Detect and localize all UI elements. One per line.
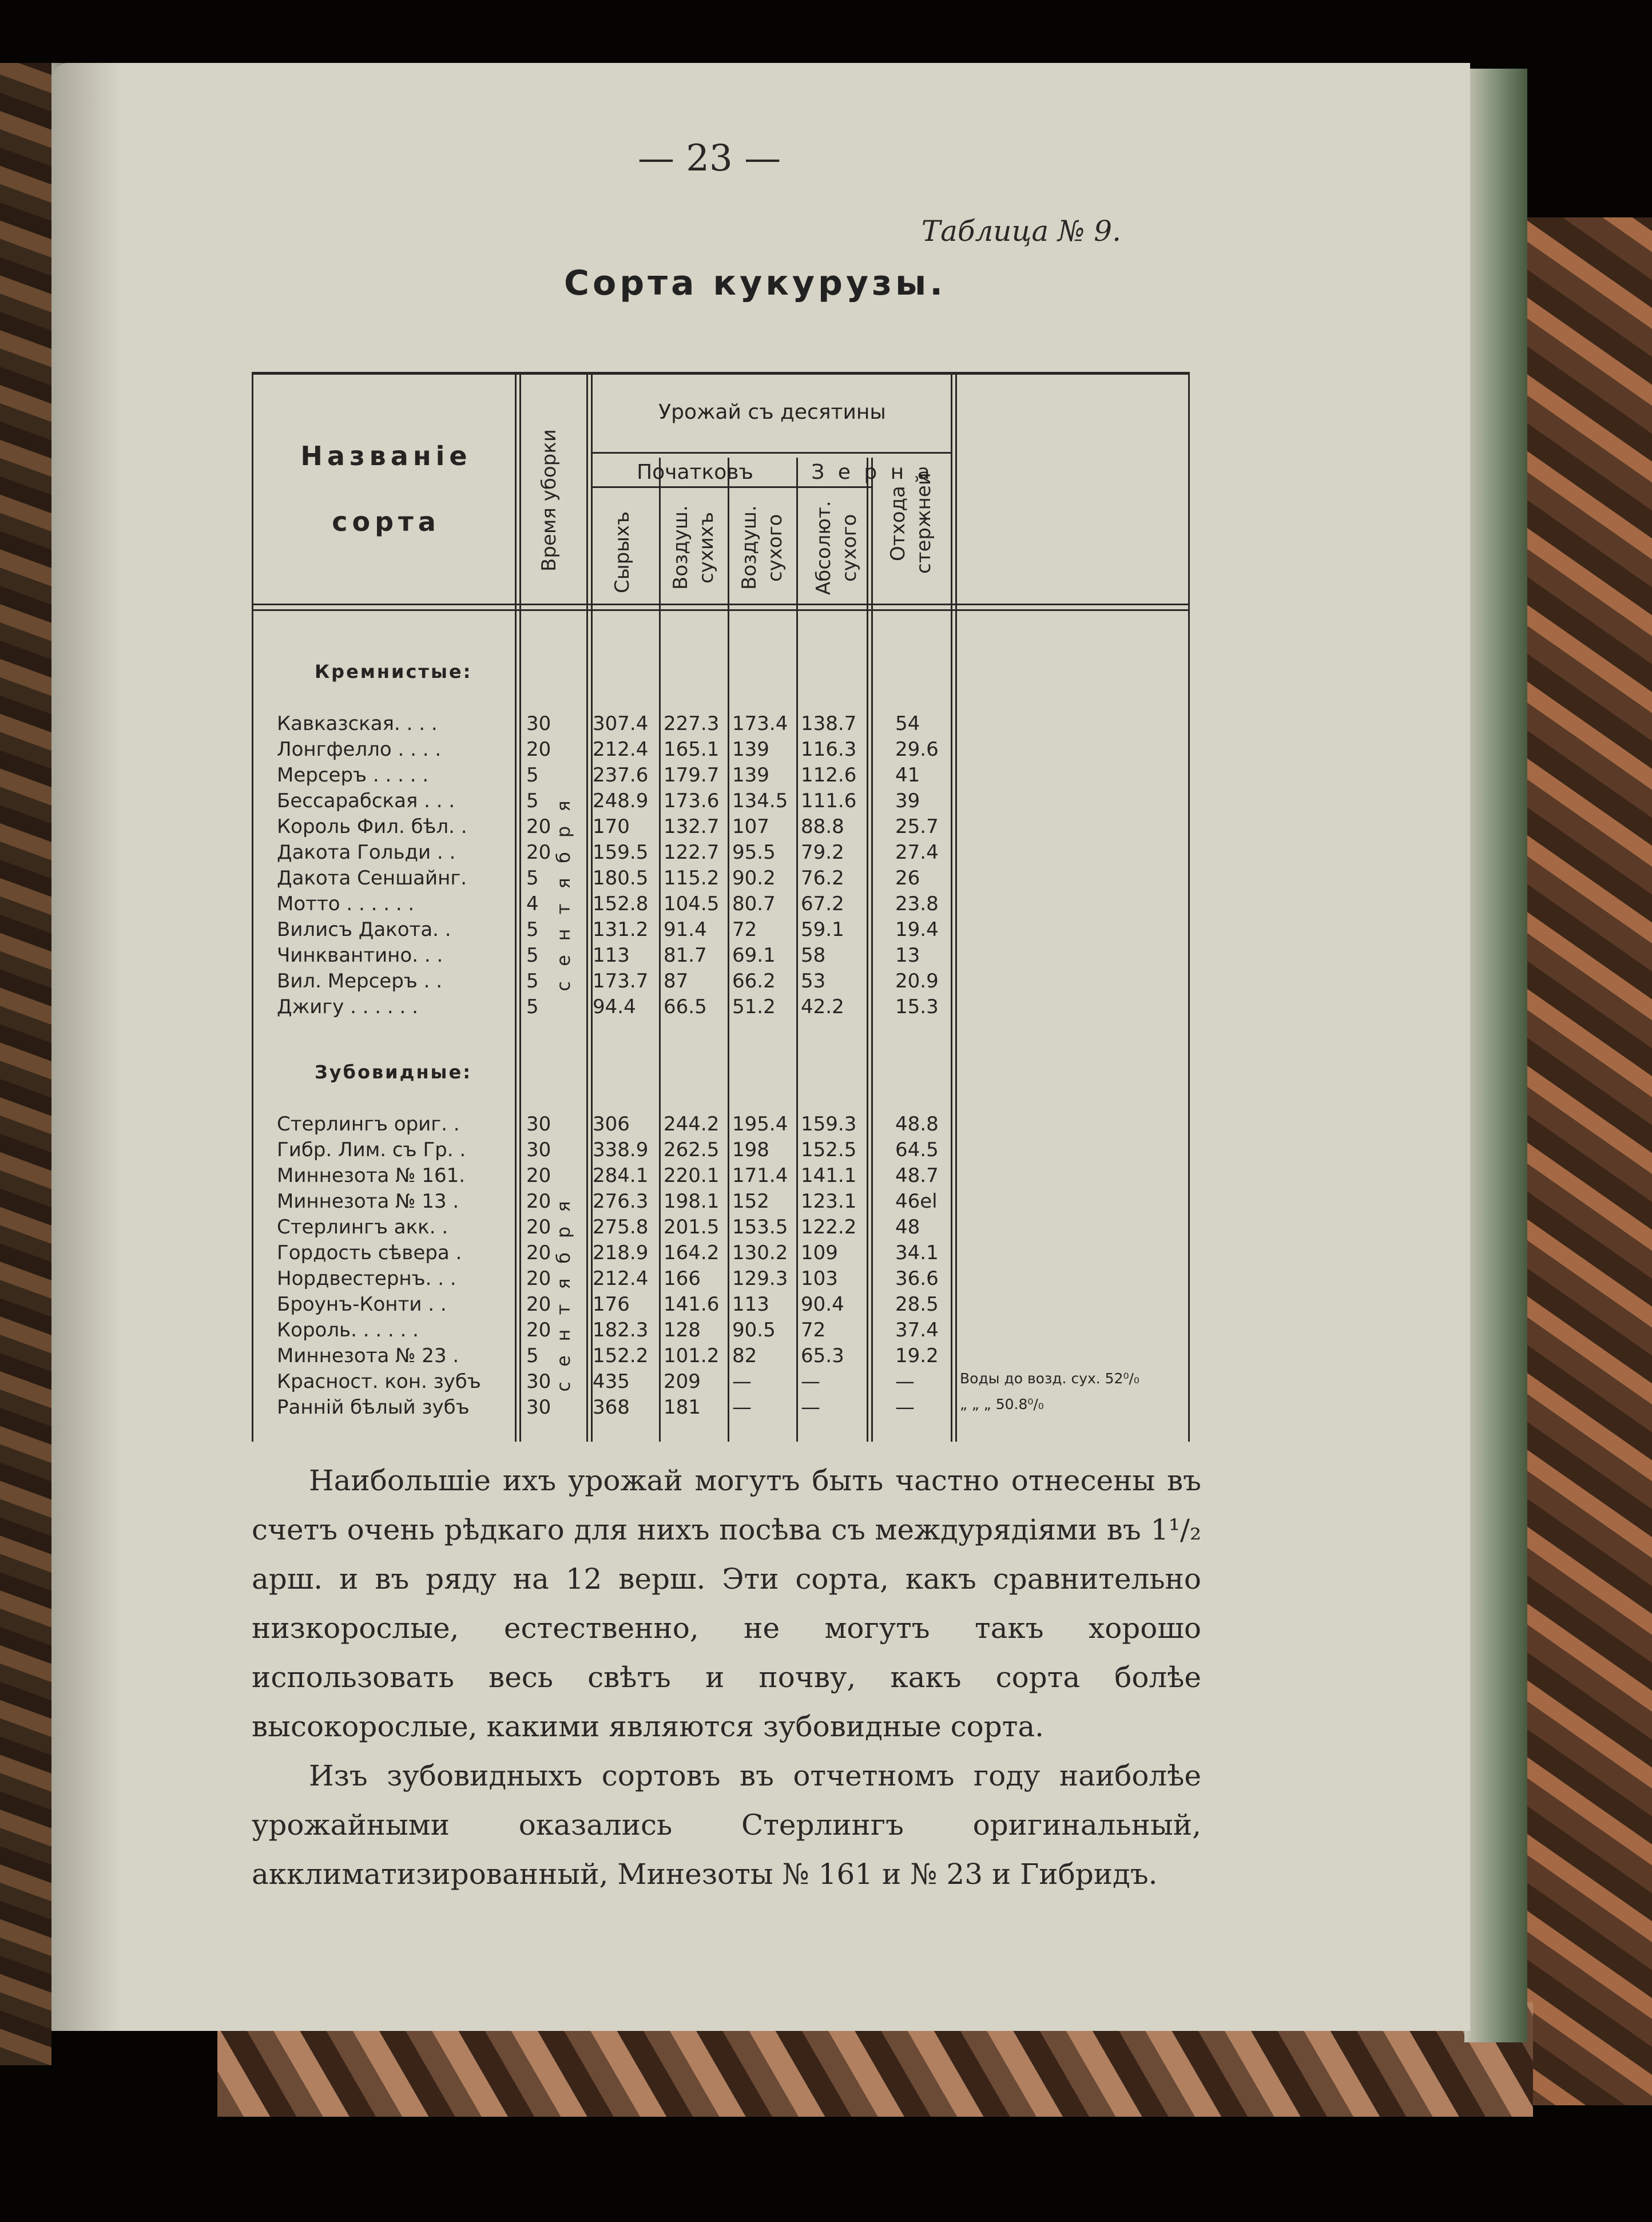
variety-name: Гибр. Лим. съ Гр. . xyxy=(277,1138,466,1161)
cobs-air-dried: 122.7 xyxy=(664,841,720,864)
grain-absolute-dry: 65.3 xyxy=(801,1344,844,1367)
cobs-raw: 176 xyxy=(593,1293,630,1316)
stalk-waste: 48 xyxy=(895,1216,920,1239)
variety-name: Миннезота № 13 . xyxy=(277,1190,459,1213)
variety-name: Дакота Гольди . . xyxy=(277,841,456,864)
cobs-raw: 182.3 xyxy=(593,1319,649,1342)
harvest-day: 20 xyxy=(526,1319,551,1342)
stalk-waste: 37.4 xyxy=(895,1319,939,1342)
variety-name: Нордвестернъ. . . xyxy=(277,1267,456,1290)
table-row xyxy=(252,1267,1190,1293)
harvest-day: 20 xyxy=(526,815,551,838)
cobs-air-dried: 181 xyxy=(664,1396,701,1419)
table-row xyxy=(252,815,1190,841)
variety-name: Красност. кон. зубъ xyxy=(277,1370,481,1393)
header-air-1: Воздуш. xyxy=(669,505,692,590)
variety-name: Бессарабская . . . xyxy=(277,789,455,812)
grain-absolute-dry: 103 xyxy=(801,1267,838,1290)
table-row xyxy=(252,1138,1190,1164)
harvest-day: 5 xyxy=(526,995,539,1018)
header-gair-2: сухого xyxy=(764,514,787,582)
variety-name: Король Фил. бѣл. . xyxy=(277,815,467,838)
grain-air-dried: 69.1 xyxy=(732,944,776,967)
variety-name: Гордость сѣвера . xyxy=(277,1241,462,1264)
grain-air-dried: 66.2 xyxy=(732,970,776,993)
grain-absolute-dry: — xyxy=(801,1370,820,1393)
grain-absolute-dry: 138.7 xyxy=(801,712,857,735)
harvest-day: 30 xyxy=(526,1370,551,1393)
grain-air-dried: 72 xyxy=(732,918,757,941)
harvest-day: 30 xyxy=(526,1138,551,1161)
header-rule-2 xyxy=(252,609,1190,611)
row-note: „ „ „ 50.8⁰/₀ xyxy=(960,1396,1044,1412)
table-row xyxy=(252,1396,1190,1422)
stalk-waste: 64.5 xyxy=(895,1138,939,1161)
cobs-air-dried: 173.6 xyxy=(664,789,720,812)
grain-absolute-dry: 79.2 xyxy=(801,841,844,864)
cobs-air-dried: 115.2 xyxy=(664,867,720,890)
header-cob-2: стержней xyxy=(912,473,935,574)
body-text xyxy=(252,1456,1201,1899)
grain-absolute-dry: 112.6 xyxy=(801,764,857,787)
variety-name: Стерлингъ ориг. . xyxy=(277,1113,460,1136)
table-row xyxy=(252,892,1190,918)
grain-absolute-dry: 111.6 xyxy=(801,789,857,812)
cobs-raw: 180.5 xyxy=(593,867,649,890)
cobs-air-dried: 66.5 xyxy=(664,995,707,1018)
table-row xyxy=(252,738,1190,764)
stalk-waste: 27.4 xyxy=(895,841,939,864)
table-row xyxy=(252,1164,1190,1190)
harvest-day: 20 xyxy=(526,1267,551,1290)
harvest-day: 5 xyxy=(526,764,539,787)
table-number: Таблица № 9. xyxy=(921,215,1121,248)
variety-name: Король. . . . . . xyxy=(277,1319,419,1342)
grain-absolute-dry: 67.2 xyxy=(801,892,844,915)
grain-air-dried: 129.3 xyxy=(732,1267,788,1290)
stalk-waste: 54 xyxy=(895,712,920,735)
variety-name: Кавказская. . . . xyxy=(277,712,438,735)
month-letter: я xyxy=(553,1278,574,1289)
variety-name: Миннезота № 161. xyxy=(277,1164,466,1187)
cobs-air-dried: 87 xyxy=(664,970,689,993)
cobs-raw: 212.4 xyxy=(593,738,649,761)
cobs-air-dried: 220.1 xyxy=(664,1164,720,1187)
subgroup-under-rule xyxy=(591,486,871,488)
stalk-waste: 15.3 xyxy=(895,995,939,1018)
grain-absolute-dry: 122.2 xyxy=(801,1216,857,1239)
grain-absolute-dry: 152.5 xyxy=(801,1138,857,1161)
grain-absolute-dry: 76.2 xyxy=(801,867,844,890)
month-letter: р xyxy=(553,826,574,838)
grain-air-dried: 107 xyxy=(732,815,769,838)
stalk-waste: 36.6 xyxy=(895,1267,939,1290)
header-name-line1: Названіе xyxy=(300,441,472,471)
cobs-raw: 152.2 xyxy=(593,1344,649,1367)
table-row xyxy=(252,995,1190,1021)
grain-air-dried: — xyxy=(732,1396,752,1419)
cobs-raw: 338.9 xyxy=(593,1138,649,1161)
table-title: Сорта кукурузы. xyxy=(564,263,946,303)
stalk-waste: 28.5 xyxy=(895,1293,939,1316)
section-title: Кремнистые: xyxy=(315,661,472,683)
month-letter: с xyxy=(553,981,574,991)
cobs-raw: 275.8 xyxy=(593,1216,649,1239)
month-letter: н xyxy=(553,929,574,941)
page-gutter-shadow xyxy=(51,63,120,2031)
grain-air-dried: 80.7 xyxy=(732,892,776,915)
grain-air-dried: 153.5 xyxy=(732,1216,788,1239)
cobs-raw: 173.7 xyxy=(593,970,649,993)
cobs-air-dried: 262.5 xyxy=(664,1138,720,1161)
harvest-day: 20 xyxy=(526,1190,551,1213)
stalk-waste: 13 xyxy=(895,944,920,967)
book-edge xyxy=(1464,69,1527,2042)
stalk-waste: — xyxy=(895,1396,915,1419)
header-name-line2: сорта xyxy=(332,506,440,537)
grain-absolute-dry: 72 xyxy=(801,1319,826,1342)
month-letter: я xyxy=(553,1201,574,1212)
cobs-raw: 306 xyxy=(593,1113,630,1136)
stalk-waste: 48.7 xyxy=(895,1164,939,1187)
variety-name: Миннезота № 23 . xyxy=(277,1344,459,1367)
stalk-waste: 39 xyxy=(895,789,920,812)
harvest-day: 5 xyxy=(526,1344,539,1367)
grain-absolute-dry: 159.3 xyxy=(801,1113,857,1136)
variety-name: Лонгфелло . . . . xyxy=(277,738,442,761)
cobs-raw: 218.9 xyxy=(593,1241,649,1264)
header-cob-1: Отхода xyxy=(887,486,910,561)
stalk-waste: 26 xyxy=(895,867,920,890)
background-pattern-right xyxy=(1516,217,1652,2105)
table-row xyxy=(252,841,1190,867)
table-row xyxy=(252,1293,1190,1319)
month-letter: б xyxy=(553,1252,574,1264)
cobs-air-dried: 132.7 xyxy=(664,815,720,838)
harvest-day: 4 xyxy=(526,892,539,915)
variety-name: Раннiй бѣлый зубъ xyxy=(277,1396,470,1419)
harvest-day: 20 xyxy=(526,1241,551,1264)
grain-air-dried: 198 xyxy=(732,1138,769,1161)
grain-air-dried: 90.5 xyxy=(732,1319,776,1342)
grain-absolute-dry: 90.4 xyxy=(801,1293,844,1316)
variety-name: Чинквантино. . . xyxy=(277,944,443,967)
stalk-waste: 41 xyxy=(895,764,920,787)
grain-air-dried: 90.2 xyxy=(732,867,776,890)
background-pattern-left xyxy=(0,63,51,2065)
grain-air-dried: 139 xyxy=(732,764,769,787)
cobs-air-dried: 179.7 xyxy=(664,764,720,787)
grain-air-dried: 152 xyxy=(732,1190,769,1213)
grain-air-dried: 139 xyxy=(732,738,769,761)
grain-absolute-dry: 116.3 xyxy=(801,738,857,761)
paragraph-2: Изъ зубовидныхъ сортовъ въ отчетномъ году наиболѣе урожайными оказались Стерлингъ оригинальный, акклиматизированный, Минезоты № 161 и № 23 и Гибридъ. xyxy=(252,1759,1201,1891)
cobs-air-dried: 91.4 xyxy=(664,918,707,941)
variety-name: Мотто . . . . . . xyxy=(277,892,415,915)
cobs-raw: 113 xyxy=(593,944,630,967)
cobs-raw: 170 xyxy=(593,815,630,838)
month-letter: е xyxy=(553,1355,574,1367)
table-row xyxy=(252,1216,1190,1241)
header-gabs-1: Абсолют. xyxy=(812,501,835,595)
cobs-raw: 131.2 xyxy=(593,918,649,941)
table-row xyxy=(252,918,1190,944)
paragraph-1: Наибольшіе ихъ урожай могутъ быть частно отнесены въ счетъ очень рѣдкаго для нихъ посѣва съ междурядіями въ 1¹/₂ арш. и въ ряду на 12 верш. Эти сорта, какъ сравнительно низкорослые, естественно, не могутъ такъ хорошо использовать весь свѣтъ и почву, какъ сорта болѣе высокорослые, какими являются зубовидные сорта. xyxy=(252,1464,1201,1743)
stalk-waste: 19.2 xyxy=(895,1344,939,1367)
grain-absolute-dry: 42.2 xyxy=(801,995,844,1018)
table-row xyxy=(252,712,1190,738)
header-yield: Урожай съ десятины xyxy=(658,400,886,424)
grain-air-dried: 51.2 xyxy=(732,995,776,1018)
stalk-waste: — xyxy=(895,1370,915,1393)
table-row xyxy=(252,867,1190,892)
header-gair-1: Воздуш. xyxy=(738,505,761,590)
grain-air-dried: 195.4 xyxy=(732,1113,788,1136)
harvest-day: 20 xyxy=(526,738,551,761)
variety-name: Вилисъ Дакота. . xyxy=(277,918,451,941)
cobs-raw: 212.4 xyxy=(593,1267,649,1290)
month-letter: я xyxy=(553,800,574,812)
cobs-air-dried: 165.1 xyxy=(664,738,720,761)
stalk-waste: 19.4 xyxy=(895,918,939,941)
variety-name: Броунъ-Конти . . xyxy=(277,1293,447,1316)
harvest-day: 20 xyxy=(526,1293,551,1316)
harvest-day: 20 xyxy=(526,1164,551,1187)
grain-absolute-dry: 58 xyxy=(801,944,826,967)
table-row xyxy=(252,970,1190,995)
header-cobs: Початковъ xyxy=(637,461,753,484)
table-row xyxy=(252,789,1190,815)
cobs-raw: 159.5 xyxy=(593,841,649,864)
table-row xyxy=(252,944,1190,970)
cobs-raw: 368 xyxy=(593,1396,630,1419)
harvest-day: 5 xyxy=(526,867,539,890)
harvest-day: 20 xyxy=(526,841,551,864)
stalk-waste: 29.6 xyxy=(895,738,939,761)
header-time: Время уборки xyxy=(538,429,561,572)
month-letter: с xyxy=(553,1382,574,1392)
grain-air-dried: 134.5 xyxy=(732,789,788,812)
cobs-raw: 276.3 xyxy=(593,1190,649,1213)
cobs-air-dried: 101.2 xyxy=(664,1344,720,1367)
header-raw: Сырыхъ xyxy=(611,511,634,593)
cobs-air-dried: 201.5 xyxy=(664,1216,720,1239)
stalk-waste: 25.7 xyxy=(895,815,939,838)
grain-air-dried: 171.4 xyxy=(732,1164,788,1187)
cobs-raw: 248.9 xyxy=(593,789,649,812)
grain-air-dried: 82 xyxy=(732,1344,757,1367)
table-row xyxy=(252,1370,1190,1396)
variety-name: Мерсеръ . . . . . xyxy=(277,764,429,787)
cobs-air-dried: 141.6 xyxy=(664,1293,720,1316)
cobs-air-dried: 128 xyxy=(664,1319,701,1342)
cobs-raw: 435 xyxy=(593,1370,630,1393)
harvest-day: 30 xyxy=(526,1113,551,1136)
grain-air-dried: 173.4 xyxy=(732,712,788,735)
month-letter: р xyxy=(553,1226,574,1239)
variety-name: Дакота Сеншайнг. xyxy=(277,867,467,890)
variety-name: Джигу . . . . . . xyxy=(277,995,418,1018)
cobs-air-dried: 209 xyxy=(664,1370,701,1393)
grain-absolute-dry: 59.1 xyxy=(801,918,844,941)
varieties-table xyxy=(252,372,1190,1442)
stalk-waste: 48.8 xyxy=(895,1113,939,1136)
cobs-raw: 307.4 xyxy=(593,712,649,735)
month-letter: я xyxy=(553,878,574,889)
grain-absolute-dry: 123.1 xyxy=(801,1190,857,1213)
harvest-day: 5 xyxy=(526,970,539,993)
grain-absolute-dry: 109 xyxy=(801,1241,838,1264)
table-row xyxy=(252,1241,1190,1267)
harvest-day: 5 xyxy=(526,789,539,812)
grain-absolute-dry: — xyxy=(801,1396,820,1419)
grain-air-dried: 130.2 xyxy=(732,1241,788,1264)
cobs-air-dried: 164.2 xyxy=(664,1241,720,1264)
table-row xyxy=(252,1344,1190,1370)
grain-absolute-dry: 88.8 xyxy=(801,815,844,838)
harvest-day: 30 xyxy=(526,712,551,735)
table-top-rule xyxy=(252,372,1190,375)
cobs-raw: 94.4 xyxy=(593,995,636,1018)
stalk-waste: 46el xyxy=(895,1190,938,1213)
month-letter: н xyxy=(553,1329,574,1342)
grain-absolute-dry: 53 xyxy=(801,970,826,993)
table-row xyxy=(252,1113,1190,1138)
cobs-air-dried: 81.7 xyxy=(664,944,707,967)
cobs-raw: 284.1 xyxy=(593,1164,649,1187)
cobs-air-dried: 104.5 xyxy=(664,892,720,915)
month-letter: т xyxy=(553,1304,574,1315)
harvest-day: 30 xyxy=(526,1396,551,1419)
cobs-raw: 152.8 xyxy=(593,892,649,915)
month-letter: т xyxy=(553,903,574,915)
page-number: — 23 — xyxy=(637,137,781,180)
variety-name: Вил. Мерсеръ . . xyxy=(277,970,443,993)
grain-air-dried: 113 xyxy=(732,1293,769,1316)
header-rule-1 xyxy=(252,604,1190,605)
grain-air-dried: — xyxy=(732,1370,752,1393)
section-title: Зубовидные: xyxy=(315,1061,472,1083)
cobs-air-dried: 166 xyxy=(664,1267,701,1290)
harvest-day: 20 xyxy=(526,1216,551,1239)
header-grain: З е р н а xyxy=(811,461,934,484)
harvest-day: 5 xyxy=(526,918,539,941)
stalk-waste: 20.9 xyxy=(895,970,939,993)
stalk-waste: 34.1 xyxy=(895,1241,939,1264)
cobs-air-dried: 198.1 xyxy=(664,1190,720,1213)
month-letter: б xyxy=(553,852,574,863)
table-row xyxy=(252,1319,1190,1344)
grain-air-dried: 95.5 xyxy=(732,841,776,864)
table-row xyxy=(252,1190,1190,1216)
header-gabs-2: сухого xyxy=(838,514,861,582)
cobs-raw: 237.6 xyxy=(593,764,649,787)
grain-absolute-dry: 141.1 xyxy=(801,1164,857,1187)
stalk-waste: 23.8 xyxy=(895,892,939,915)
table-row xyxy=(252,764,1190,789)
harvest-day: 5 xyxy=(526,944,539,967)
cobs-air-dried: 227.3 xyxy=(664,712,720,735)
row-note: Воды до возд. сух. 52⁰/₀ xyxy=(960,1370,1139,1387)
variety-name: Стерлингъ акк. . xyxy=(277,1216,448,1239)
cobs-air-dried: 244.2 xyxy=(664,1113,720,1136)
month-letter: е xyxy=(553,955,574,966)
header-air-2: сухихъ xyxy=(695,511,718,584)
